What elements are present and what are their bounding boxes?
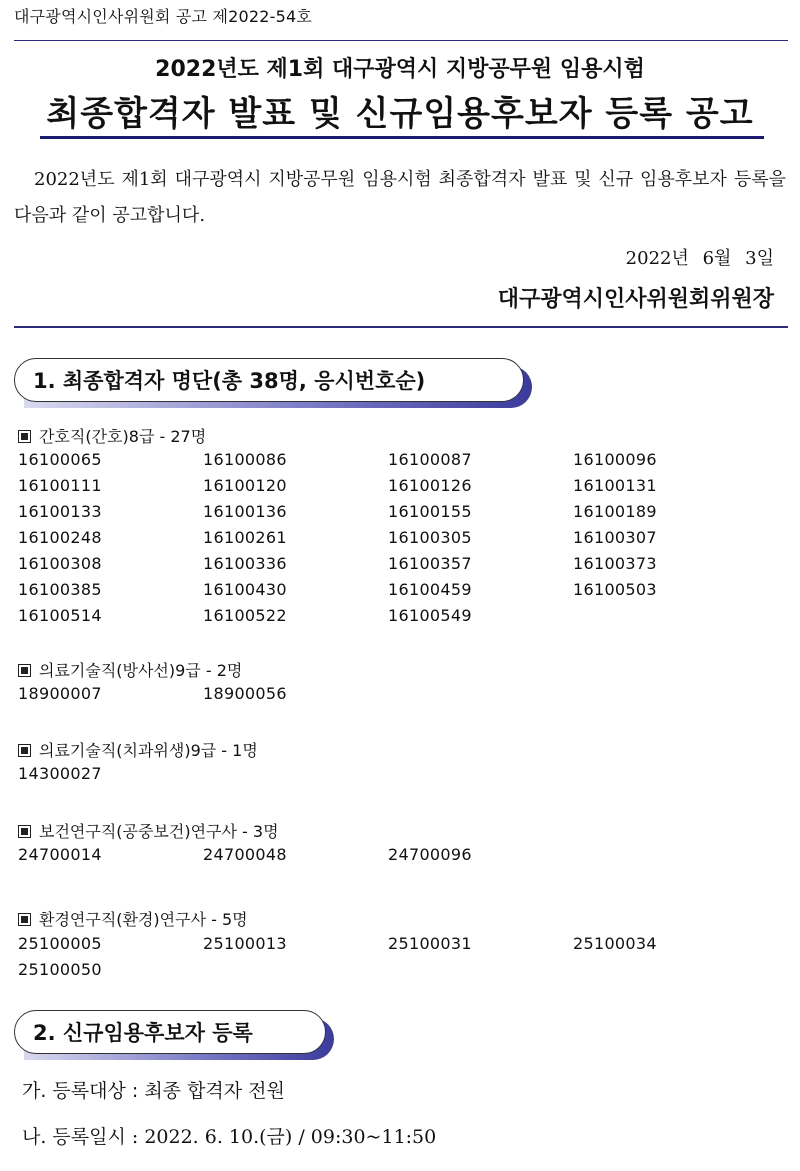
filled-square-icon — [18, 430, 31, 443]
applicant-number: 16100065 — [18, 450, 102, 469]
applicant-number: 16100261 — [203, 528, 287, 547]
applicant-number: 16100126 — [388, 476, 472, 495]
applicant-number: 16100459 — [388, 580, 472, 599]
applicant-number: 16100087 — [388, 450, 472, 469]
applicant-number: 16100131 — [573, 476, 657, 495]
applicant-number: 16100111 — [18, 476, 102, 495]
applicant-number: 16100385 — [18, 580, 102, 599]
section-1-heading — [14, 358, 524, 402]
section-1-title: 1. 최종합격자 명단(총 38명, 응시번호순) — [14, 358, 524, 402]
registration-target: 가. 등록대상 : 최종 합격자 전원 — [22, 1080, 285, 1102]
applicant-number: 16100430 — [203, 580, 287, 599]
applicant-number: 16100373 — [573, 554, 657, 573]
section-2-heading — [14, 1010, 326, 1054]
applicant-number: 24700048 — [203, 845, 287, 864]
title-line-1: 2022년도 제1회 대구광역시 지방공무원 임용시험 — [155, 57, 645, 82]
filled-square-icon — [18, 664, 31, 677]
applicant-number: 16100189 — [573, 502, 657, 521]
applicant-number: 16100549 — [388, 606, 472, 625]
group-title-text: 의료기술직(방사선)9급 - 2명 — [39, 661, 243, 680]
applicant-number: 24700014 — [18, 845, 102, 864]
applicant-number: 16100307 — [573, 528, 657, 547]
applicant-number: 16100514 — [18, 606, 102, 625]
applicant-number: 25100031 — [388, 934, 472, 953]
issuer-name: 대구광역시인사위원회위원장 — [497, 287, 774, 312]
applicant-number: 25100013 — [203, 934, 287, 953]
notice-number: 대구광역시인사위원회 공고 제2022-54호 — [14, 7, 313, 26]
applicant-number: 25100034 — [573, 934, 657, 953]
group-title-text: 간호직(간호)8급 - 27명 — [39, 427, 207, 446]
number-list — [18, 447, 798, 629]
number-list — [18, 681, 798, 707]
group-title — [18, 424, 206, 447]
applicant-number: 16100522 — [203, 606, 287, 625]
applicant-number: 16100248 — [18, 528, 102, 547]
title-line-2: 최종합격자 발표 및 신규임용후보자 등록 공고 — [46, 94, 754, 134]
header-divider — [14, 40, 788, 41]
applicant-number: 16100305 — [388, 528, 472, 547]
intro-paragraph: 2022년도 제1회 대구광역시 지방공무원 임용시험 최종합격자 발표 및 신규 임용후보자 등록을 다음과 같이 공고합니다. — [14, 169, 786, 226]
applicant-number: 16100096 — [573, 450, 657, 469]
applicant-number: 16100136 — [203, 502, 287, 521]
applicant-number: 16100155 — [388, 502, 472, 521]
group-title — [18, 907, 248, 930]
group-title-text: 보건연구직(공중보건)연구사 - 3명 — [39, 822, 279, 841]
group-title — [18, 738, 258, 761]
applicant-number: 18900007 — [18, 684, 102, 703]
applicant-number: 16100308 — [18, 554, 102, 573]
applicant-number: 16100357 — [388, 554, 472, 573]
group-title-text: 환경연구직(환경)연구사 - 5명 — [39, 910, 248, 929]
group-title-text: 의료기술직(치과위생)9급 - 1명 — [39, 741, 258, 760]
applicant-number: 18900056 — [203, 684, 287, 703]
registration-datetime: 나. 등록일시 : 2022. 6. 10.(금) / 09:30~11:50 — [22, 1126, 437, 1148]
section-2-title: 2. 신규임용후보자 등록 — [14, 1010, 326, 1054]
title-underline — [40, 136, 764, 139]
number-list — [18, 931, 798, 983]
filled-square-icon — [18, 744, 31, 757]
filled-square-icon — [18, 825, 31, 838]
applicant-number: 24700096 — [388, 845, 472, 864]
group-title — [18, 658, 242, 681]
number-list — [18, 761, 798, 787]
applicant-number: 16100503 — [573, 580, 657, 599]
applicant-number: 16100086 — [203, 450, 287, 469]
filled-square-icon — [18, 913, 31, 926]
notice-date: 2022년 6월 3일 — [625, 248, 774, 269]
applicant-number: 16100120 — [203, 476, 287, 495]
intro-divider — [14, 326, 788, 328]
number-list — [18, 842, 798, 868]
applicant-number: 16100336 — [203, 554, 287, 573]
applicant-number: 14300027 — [18, 764, 102, 783]
applicant-number: 16100133 — [18, 502, 102, 521]
group-title — [18, 819, 279, 842]
applicant-number: 25100005 — [18, 934, 102, 953]
applicant-number: 25100050 — [18, 960, 102, 979]
